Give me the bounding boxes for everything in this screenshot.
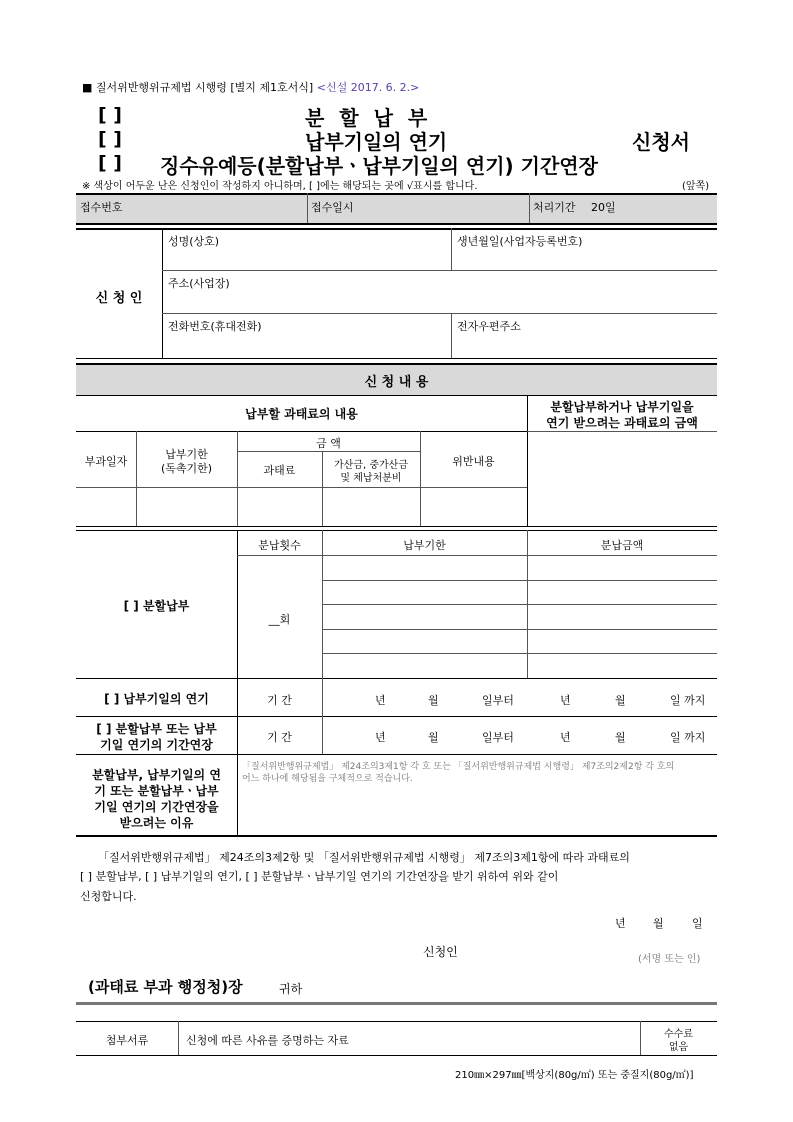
extension-to-year: 년 bbox=[560, 731, 571, 744]
name-field[interactable] bbox=[168, 250, 446, 266]
declaration-line-2: [ ] 분할납부, [ ] 납부기일의 연기, [ ] 분할납부ㆍ납부기일 연기의 기간연장을 받기 위하여 위와 같이 bbox=[80, 870, 559, 883]
installment-count-value[interactable]: __회 bbox=[268, 613, 291, 626]
col-surcharge-1: 가산금, 중가산금 bbox=[334, 460, 408, 471]
extension-to-month: 월 bbox=[615, 731, 626, 744]
deferral-to-month: 월 bbox=[615, 694, 626, 707]
notice-text: ※ 색상이 어두운 난은 신청인이 작성하지 아니하며, [ ]에는 해당되는 곳에 √표시를 합니다. bbox=[82, 181, 478, 192]
deferral-to-year: 년 bbox=[560, 694, 571, 707]
date-day-label: 일 bbox=[692, 917, 703, 930]
paper-spec: 210㎜×297㎜[백상지(80g/㎡) 또는 중질지(80g/㎡)] bbox=[455, 1070, 694, 1081]
reason-field[interactable] bbox=[242, 786, 716, 834]
form-reference bbox=[82, 79, 419, 95]
recipient-office: (과태료 부과 행정청)장 bbox=[88, 978, 243, 996]
installment-label[interactable]: [ ] 분할납부 bbox=[123, 599, 190, 613]
violation-field[interactable] bbox=[424, 498, 523, 514]
extension-from-day: 일부터 bbox=[482, 731, 514, 744]
reason-hint-2: 어느 하나에 해당됨을 구체적으로 적습니다. bbox=[242, 774, 413, 784]
installment-amount-header: 분납금액 bbox=[600, 539, 644, 552]
extension-to-day: 일 까지 bbox=[670, 731, 706, 744]
target-amount-label-2: 연기 받으려는 과태료의 금액 bbox=[546, 416, 698, 430]
title-checkbox-1[interactable]: [ ] bbox=[98, 104, 122, 126]
deferral-period-label: 기 간 bbox=[267, 694, 292, 707]
sign-hint: (서명 또는 인) bbox=[638, 954, 701, 965]
phone-field[interactable] bbox=[168, 336, 446, 352]
target-amount-label-1: 분할납부하거나 납부기일을 bbox=[550, 400, 694, 414]
birth-label: 생년월일(사업자등록번호) bbox=[457, 235, 583, 248]
reason-label-4: 받으려는 이유 bbox=[119, 816, 194, 830]
col-levy-date: 부과일자 bbox=[84, 455, 128, 468]
reason-label-3: 기일 연기의 기간연장을 bbox=[94, 800, 219, 814]
revision-note: <신설 2017. 6. 2.> bbox=[316, 81, 420, 94]
birth-field[interactable] bbox=[457, 250, 712, 266]
col-amount: 금 액 bbox=[316, 437, 341, 450]
extension-period-label: 기 간 bbox=[267, 731, 292, 744]
name-label: 성명(상호) bbox=[168, 235, 220, 248]
phone-label: 전화번호(휴대전화) bbox=[168, 320, 262, 333]
deferral-label[interactable]: [ ] 납부기일의 연기 bbox=[104, 692, 209, 706]
receipt-number-label: 접수번호 bbox=[80, 201, 123, 214]
col-fine: 과태료 bbox=[263, 464, 296, 477]
title-suffix: 신청서 bbox=[632, 130, 690, 154]
date-year-label: 년 bbox=[615, 917, 626, 930]
deferral-from-year: 년 bbox=[375, 694, 386, 707]
installment-count-header: 분납횟수 bbox=[258, 539, 301, 552]
attachment-label: 첨부서류 bbox=[105, 1034, 149, 1047]
deferral-from-month: 월 bbox=[428, 694, 439, 707]
declaration-line-3: 신청합니다. bbox=[80, 890, 137, 903]
date-month-label: 월 bbox=[653, 917, 664, 930]
recipient-honorific: 귀하 bbox=[279, 982, 303, 996]
address-label: 주소(사업장) bbox=[168, 277, 230, 290]
email-field[interactable] bbox=[457, 336, 712, 352]
title-checkbox-2[interactable]: [ ] bbox=[98, 128, 122, 150]
due-date-field[interactable] bbox=[140, 498, 233, 514]
fine-amount-field[interactable] bbox=[241, 498, 318, 514]
surcharge-field[interactable] bbox=[326, 498, 416, 514]
fine-details-label: 납부할 과태료의 내용 bbox=[245, 407, 358, 421]
content-section-label: 신 청 내 용 bbox=[364, 375, 429, 390]
extension-from-year: 년 bbox=[375, 731, 386, 744]
extension-label-1[interactable]: [ ] 분할납부 또는 납부 bbox=[96, 722, 217, 736]
applicant-section-label: 신 청 인 bbox=[95, 291, 143, 306]
col-surcharge-2: 및 체납처분비 bbox=[340, 473, 402, 484]
form-number: ■ 질서위반행위규제법 시행령 [별지 제1호서식] bbox=[82, 81, 314, 94]
title-deferral: 납부기일의 연기 bbox=[305, 130, 448, 154]
applicant-sign-label: 신청인 bbox=[423, 945, 458, 959]
page-side-label: (앞쪽) bbox=[682, 181, 710, 192]
reason-label-1: 분할납부, 납부기일의 연 bbox=[92, 768, 221, 782]
levy-date-field[interactable] bbox=[80, 498, 132, 514]
target-amount-field[interactable] bbox=[531, 470, 713, 486]
reason-label-2: 기 또는 분할납부ㆍ납부 bbox=[94, 784, 219, 798]
receipt-row bbox=[76, 193, 717, 223]
fee-value: 없음 bbox=[668, 1042, 689, 1053]
attachment-description: 신청에 따른 사유를 증명하는 자료 bbox=[186, 1034, 349, 1047]
processing-period-label: 처리기간 bbox=[533, 201, 576, 214]
title-extension: 징수유예등(분할납부ㆍ납부기일의 연기) 기간연장 bbox=[160, 154, 598, 178]
fee-label: 수수료 bbox=[664, 1029, 693, 1040]
address-field[interactable] bbox=[168, 293, 713, 309]
deferral-to-day: 일 까지 bbox=[670, 694, 706, 707]
reason-hint-1: 「질서위반행위규제법」 제24조의3제1항 각 호 또는 「질서위반행위규제법 시행령」 제7조의2제2항 각 호의 bbox=[242, 762, 675, 772]
title-checkbox-3[interactable]: [ ] bbox=[98, 152, 122, 174]
email-label: 전자우편주소 bbox=[457, 320, 521, 333]
extension-from-month: 월 bbox=[428, 731, 439, 744]
processing-period-value: 20일 bbox=[591, 201, 616, 214]
col-due-1: 납부기한 bbox=[165, 448, 208, 461]
col-violation: 위반내용 bbox=[452, 455, 495, 468]
col-due-2: (독촉기한) bbox=[160, 462, 213, 475]
declaration-line-1: 「질서위반행위규제법」 제24조의3제2항 및 「질서위반행위규제법 시행령」 제7조의3제1항에 따라 과태료의 bbox=[98, 851, 630, 864]
deferral-from-day: 일부터 bbox=[482, 694, 514, 707]
title-installment: 분 할 납 부 bbox=[305, 106, 432, 130]
installment-due-header: 납부기한 bbox=[403, 539, 446, 552]
receipt-date-label: 접수일시 bbox=[311, 201, 354, 214]
extension-label-2: 기일 연기의 기간연장 bbox=[100, 738, 213, 752]
